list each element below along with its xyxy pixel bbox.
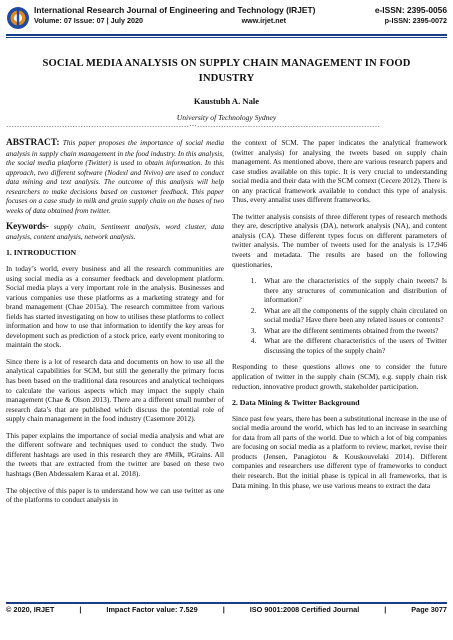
author-affiliation: University of Technology Sydney	[176, 113, 277, 122]
paragraph: Since past few years, there has been a substitutional increase in the use of social media around the world, which has led to an increase in searching for data from all parts of the world. Due to which a lot of big companies are focusing on social media as a platform to review, market, revise their products (Jensen, Panagiotou & Kouskouvelaki 2014). Different companies and researchers use different type of frameworks to conduct their research. But the initial phase is typical in all frameworks, that is Data mining. In this phase, we use various means to extract the data	[232, 413, 447, 490]
irjet-logo-icon	[6, 6, 30, 30]
footer-rule	[6, 602, 447, 604]
section-separator: ---------------------------------------------------------------------***---------------------------------------------------------------------	[6, 125, 380, 130]
footer-divider: |	[222, 605, 225, 614]
paragraph: Responding to these questions allows one to consider the future application of twitter in the supply chain (SCM), e.g. supply chain risk reduction, innovative product growth, stakeholder participation.	[232, 362, 447, 391]
keywords-text: supply chain, Sentiment analysis, word cluster, data analysis, content analysis, network analysis.	[6, 222, 224, 241]
paragraph: The objective of this paper is to understand how we can use twitter as one of the platforms to conduct analysis in	[6, 485, 224, 505]
abstract-label: ABSTRACT:	[6, 138, 60, 148]
list-item: 1. What are the characteristics of the supply chain tweets? Is there any structures of communication and distribution of information?	[258, 276, 447, 305]
journal-website-link[interactable]: www.irjet.net	[241, 16, 287, 25]
volume-issue: Volume: 07 Issue: 07 | July 2020	[34, 16, 143, 25]
paragraph: This paper explains the importance of social media analysis and what are the different software and techniques used to conduct the study. Two different hashtags are used in this research they are #Milk, #Grains. All the tweets that are extracted from the twitter are based on these two hashtags (Ben Abdessalem Karaa et al. 2018).	[6, 430, 224, 478]
paragraph: The twitter analysis consists of three different types of research methods they are, descriptive analysis (DA), network analysis (NA), and content analysis (CA). These different types focus on different parameters of twitter analysis. The number of tweets used for the analysis is 17,946 tweets and metadata. The results are based on the following questionaries,	[232, 211, 447, 269]
research-questions-list	[232, 276, 447, 355]
iso-certification: ISO 9001:2008 Certified Journal	[249, 605, 360, 614]
author-name: Kaustubh A. Nale	[193, 96, 260, 106]
list-item: 3. What are the different sentiments obtained from the tweets?	[258, 326, 447, 336]
paragraph: the context of SCM. The paper indicates the analytical framework (twitter analysis) for analysing the tweets based on supply chain management. As mentioned above, there are various research papers and case studies available on this topic. It is very crucial to understanding social media and their data with the SCM context (Cecere 2012). There is on any practical framework available to conduct this type of analysis. Thus, every annalist uses different frameworks.	[232, 138, 447, 205]
keywords	[6, 222, 224, 241]
page-number: Page 3077	[411, 605, 447, 614]
abstract	[6, 138, 224, 215]
footer-divider: |	[384, 605, 387, 614]
paper-title: SOCIAL MEDIA ANALYSIS ON SUPPLY CHAIN MANAGEMENT IN FOOD INDUSTRY	[42, 58, 411, 84]
copyright: © 2020, IRJET	[6, 605, 55, 614]
impact-factor: Impact Factor value: 7.529	[106, 605, 198, 614]
section-heading-introduction: 1. INTRODUCTION	[6, 248, 77, 258]
section-heading-data-mining: 2. Data Mining & Twitter Background	[232, 398, 360, 408]
footer-divider: |	[79, 605, 82, 614]
header-rule	[6, 34, 447, 36]
list-item: 2. What are all the components of the supply chain circulated on social media? Have there been any related issues or contents?	[258, 306, 447, 325]
paragraph: In today’s world, every business and all the research communities are using social media as a consumer feedback and development platform. Social media plays a very important role in the analysis. Businesses and various companies use these platforms as a marketing strategy and for brand management (Chae 2015a). The research committee from various fields has started investigating on how to utilises these platforms to collect information and how to use that information to identify the key areas for development such as prediction of a stock price, early event monitoring to maintain the stock.	[6, 264, 224, 350]
pissn: p-ISSN: 2395-0072	[384, 16, 447, 25]
abstract-text: This paper proposes the importance of social media analysis in supply chain management in the food industry. In this analysis, the social media platform (Twitter) is used to obtain information. In this approach, two different software (Nodexl and Nvivo) are used to conduct data mining and text analysis. The outcome of this analysis will help researchers to make decisions based on customer feedback. This paper focuses on a case study in milk and grain supply chain on the bases of two weeks of data obtained from twitter.	[6, 138, 224, 215]
right-column	[232, 138, 447, 497]
paragraph: Since there is a lot of research data and documents on how to use all the analytical capabilities for SCM, but still the generally the primary focus has been based on the traditional data resources and analytical techniques to calculate the various aspects which may impact the supply chain management (Chae & Olson 2013). There are a different small number of research data’s that are published which discuss the potential role of supply chain management in the food industry (Casemore 2012).	[6, 356, 224, 424]
journal-name: International Research Journal of Engineering and Technology (IRJET)	[34, 5, 316, 15]
header-rule-thin	[6, 37, 447, 38]
list-item: 4. What are the different characteristics of the users of Twitter discussing the topics of the supply chain?	[258, 336, 447, 355]
keywords-label: Keywords-	[6, 221, 49, 232]
journal-header	[0, 0, 453, 40]
left-column	[6, 138, 224, 512]
eissn: e-ISSN: 2395-0056	[374, 5, 447, 15]
journal-footer	[6, 605, 447, 615]
